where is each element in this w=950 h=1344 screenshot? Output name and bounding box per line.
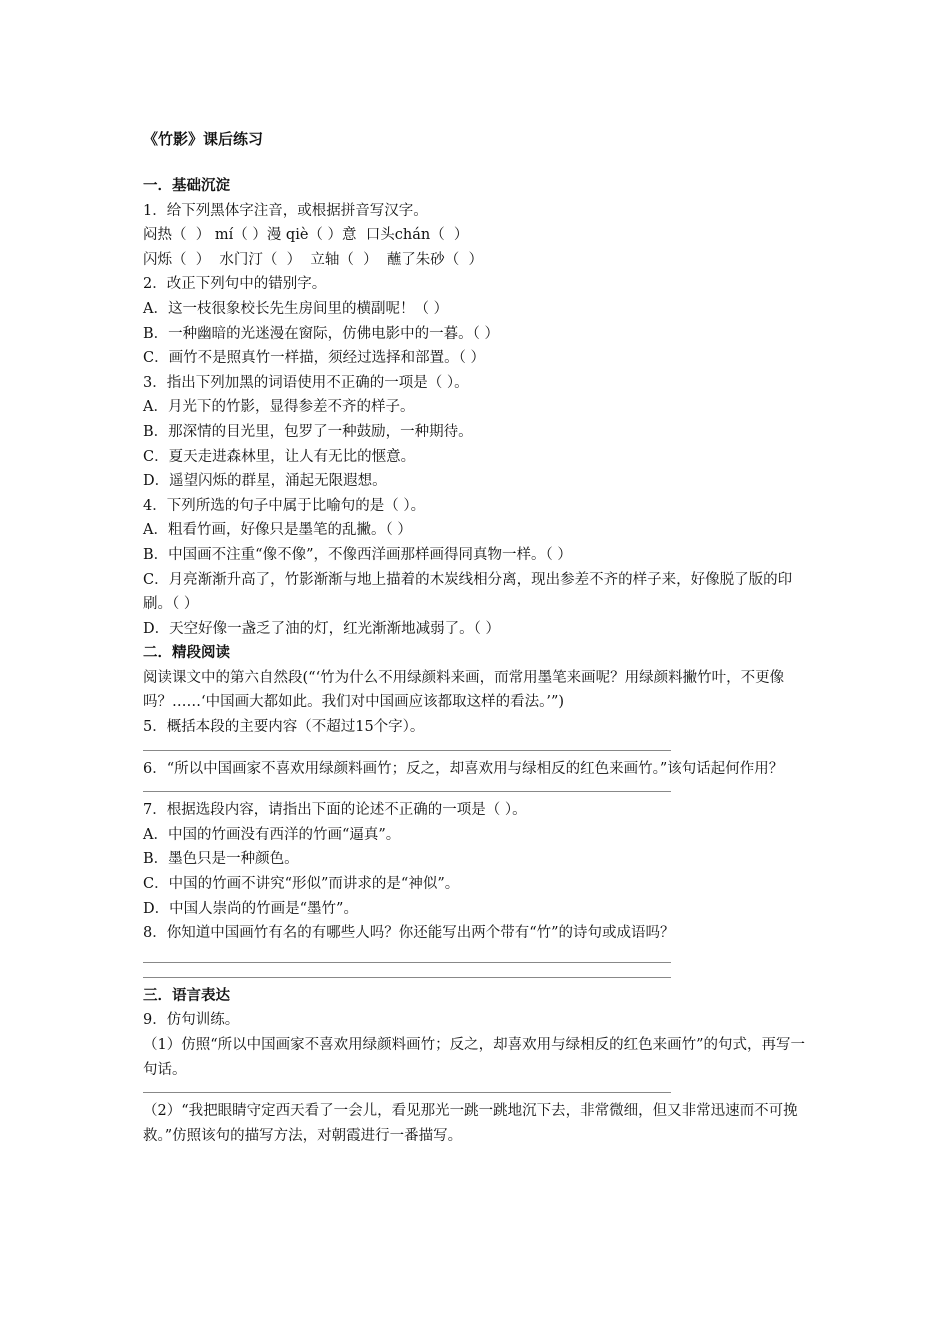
question-3-option-c: C．夏天走进森林里，让人有无比的惬意。 bbox=[143, 448, 416, 465]
question-7-option-d: D．中国人崇尚的竹画是“墨竹”。 bbox=[143, 900, 358, 917]
question-2-option-b: B．一种幽暗的光迷漫在窗际，仿佛电影中的一暮。（ ） bbox=[143, 325, 500, 342]
section-heading-2: 二．精段阅读 bbox=[143, 644, 230, 662]
question-8: 8．你知道中国画竹有名的有哪些人吗？你还能写出两个带有“竹”的诗句或成语吗？ bbox=[143, 925, 675, 942]
question-2-option-c: C．画竹不是照真竹一样描，须经过选择和部置。（ ） bbox=[143, 350, 485, 367]
question-7-option-b: B．墨色只是一种颜色。 bbox=[143, 851, 299, 868]
question-5: 5．概括本段的主要内容（不超过15个字）。 bbox=[143, 719, 425, 736]
section-heading-3: 三．语言表达 bbox=[143, 986, 230, 1004]
question-4-option-a: A．粗看竹画，好像只是墨笔的乱撇。（ ） bbox=[143, 522, 412, 539]
answer-line-6[interactable] bbox=[143, 791, 671, 792]
reading-intro: 阅读课文中的第六自然段(“‘竹为什么不用绿颜料来画，而常用墨笔来画呢？用绿颜料撇竹叶，不更像吗？……‘中国画大都如此。我们对中国画应该都取这样的看法。’”) bbox=[143, 669, 785, 711]
answer-line-8b[interactable] bbox=[143, 977, 671, 978]
question-6: 6．“所以中国画家不喜欢用绿颜料画竹；反之，却喜欢用与绿相反的红色来画竹。”该句话起何作用？ bbox=[143, 760, 784, 777]
question-3: 3．指出下列加黑的词语使用不正确的一项是（ ）。 bbox=[143, 374, 469, 391]
question-9-part-1: （1）仿照“所以中国画家不喜欢用绿颜料画竹；反之，却喜欢用与绿相反的红色来画竹”的句式，再写一句话。 bbox=[143, 1037, 806, 1078]
question-7: 7．根据选段内容，请指出下面的论述不正确的一项是（ ）。 bbox=[143, 802, 527, 819]
question-2: 2．改正下列句中的错别字。 bbox=[143, 276, 327, 293]
answer-line-8a[interactable] bbox=[143, 962, 671, 963]
answer-line-9-1[interactable] bbox=[143, 1092, 671, 1093]
question-1-row-2: 闪烁（ ） 水门汀（ ） 立轴（ ） 蘸了朱砂（ ） bbox=[143, 251, 484, 268]
question-7-option-a: A．中国的竹画没有西洋的竹画“逼真”。 bbox=[143, 826, 401, 843]
question-3-option-b: B．那深情的目光里，包罗了一种鼓励，一种期待。 bbox=[143, 423, 473, 440]
question-9: 9．仿句训练。 bbox=[143, 1012, 240, 1029]
question-1-row-1: 闷热（ ） mí（ ）漫 qiè（ ）意 口头chán（ ） bbox=[143, 227, 469, 244]
question-4-option-d: D．天空好像一盏乏了油的灯，红光渐渐地减弱了。（ ） bbox=[143, 620, 500, 637]
question-4: 4．下列所选的句子中属于比喻句的是（ ）。 bbox=[143, 497, 426, 514]
question-3-option-a: A．月光下的竹影，显得参差不齐的样子。 bbox=[143, 399, 415, 416]
question-7-option-c: C．中国的竹画不讲究“形似”而讲求的是“神似”。 bbox=[143, 876, 460, 893]
question-9-part-2: （2）“我把眼睛守定西天看了一会儿，看见那光一跳一跳地沉下去，非常微细，但又非常迅速而不可挽救。”仿照该句的描写方法，对朝霞进行一番描写。 bbox=[143, 1103, 798, 1144]
document-body bbox=[143, 174, 811, 1148]
question-4-option-b: B．中国画不注重“像不像”，不像西洋画那样画得同真物一样。（ ） bbox=[143, 546, 572, 563]
answer-line-5[interactable] bbox=[143, 750, 671, 751]
question-4-option-c: C．月亮渐渐升高了，竹影渐渐与地上描着的木炭线相分离，现出参差不齐的样子来，好像脱了版的印刷。（ ） bbox=[143, 571, 793, 613]
document-title: 《竹影》课后练习 bbox=[143, 130, 264, 148]
question-3-option-d: D．遥望闪烁的群星，涌起无限遐想。 bbox=[143, 473, 387, 490]
question-2-option-a: A．这一枝很象校长先生房间里的横副呢！（ ） bbox=[143, 300, 449, 317]
section-heading-1: 一．基础沉淀 bbox=[143, 177, 230, 194]
question-1: 1．给下列黑体字注音，或根据拼音写汉字。 bbox=[143, 202, 428, 219]
